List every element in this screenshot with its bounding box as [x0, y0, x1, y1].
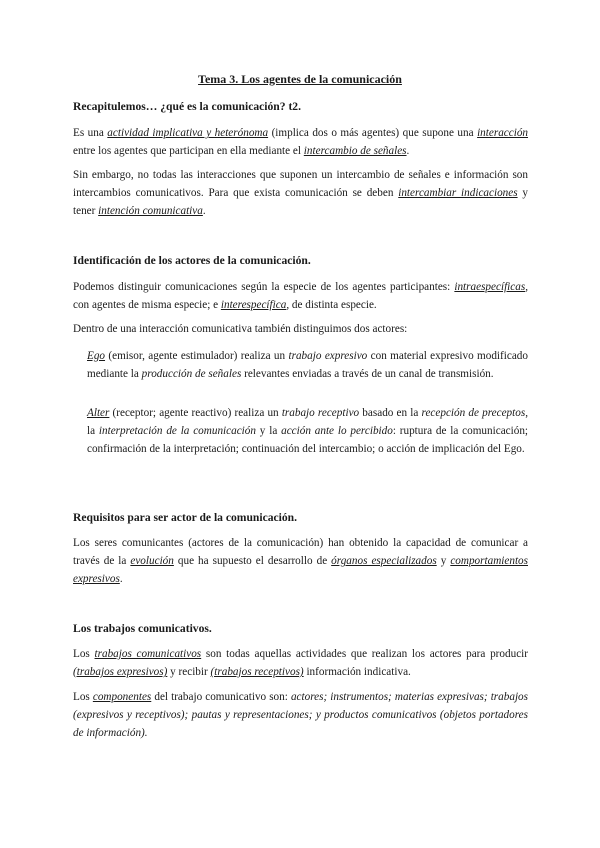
term-trabajos-expresivos: (trabajos expresivos): [73, 666, 168, 678]
term-componentes: componentes: [92, 691, 152, 703]
term-trabajos-comunicativos: trabajos comunicativos: [94, 648, 202, 660]
section-heading-identificacion: Identificación de los actores de la comunicación.: [73, 254, 311, 267]
term-interaccion: interacción: [477, 127, 529, 139]
paragraph-alter: Alter (receptor; agente reactivo) realiza un trabajo receptivo basado en la recepción de preceptos, la interpretación de la comunicación y la acción ante lo percibido: ruptura de la comunicación; confirmación de la interpretación; continuación del intercambio; o acción de implicación del Ego.: [87, 407, 529, 455]
paragraph-seres-comunicantes: Los seres comunicantes (actores de la comunicación) han obtenido la capacidad de comunicar a través de la evolución que ha supuesto el desarrollo de órganos especializados y comportamientos expresivos.: [73, 537, 528, 585]
term-intercambio-senales: intercambio de señales: [303, 145, 407, 157]
paragraph-sin-embargo: Sin embargo, no todas las interacciones que suponen un intercambio de señales e información son intercambios comunicativos. Para que exista comunicación se deben intercambiar indicaciones y tener intención comunicativa.: [73, 169, 528, 217]
term-interespecifica: interespecífica: [220, 299, 287, 311]
term-trabajos-receptivos: (trabajos receptivos): [210, 666, 304, 678]
paragraph-definition: Es una actividad implicativa y heterónoma (implica dos o más agentes) que supone una interacción entre los agentes que participan en ella mediante el intercambio de señales.: [73, 127, 529, 157]
term-actividad-implicativa: actividad implicativa y heterónoma: [107, 127, 269, 139]
term-comportamientos-expresivos: comportamientos expresivos: [73, 555, 528, 585]
paragraph-componentes: Los componentes del trabajo comunicativo son: actores; instrumentos; materias expresivas; trabajos (expresivos y receptivos); pautas y representaciones; y productos comunicativos (objetos portadores de información).: [73, 691, 528, 739]
term-organos-especializados: órganos especializados: [331, 555, 437, 567]
paragraph-trabajos-comunicativos: Los trabajos comunicativos son todas aquellas actividades que realizan los actores para producir (trabajos expresivos) y recibir (trabajos receptivos) información indicativa.: [73, 648, 528, 678]
term-intraespecificas: intraespecíficas: [454, 281, 526, 293]
term-evolucion: evolución: [130, 555, 174, 567]
paragraph-especies: Podemos distinguir comunicaciones según la especie de los agentes participantes: intraespecíficas, con agentes de misma especie; e interespecífica, de distinta especie.: [73, 281, 528, 311]
term-ego: Ego: [87, 350, 106, 362]
paragraph-ego: Ego (emisor, agente estimulador) realiza un trabajo expresivo con material expresivo modificado mediante la producción de señales relevantes enviadas a través de un canal de transmisión.: [87, 350, 528, 380]
term-intencion-comunicativa: intención comunicativa: [98, 205, 203, 217]
paragraph-dos-actores: Dentro de una interacción comunicativa también distinguimos dos actores:: [73, 323, 408, 335]
page-title: Tema 3. Los agentes de la comunicación: [198, 72, 402, 86]
section-heading-requisitos: Requisitos para ser actor de la comunicación.: [73, 511, 298, 524]
section-heading-trabajos: Los trabajos comunicativos.: [73, 622, 212, 635]
section-heading-recapitulemos: Recapitulemos… ¿qué es la comunicación? t2.: [73, 100, 301, 113]
term-alter: Alter: [87, 407, 110, 419]
term-intercambiar-indicaciones: intercambiar indicaciones: [398, 187, 518, 199]
